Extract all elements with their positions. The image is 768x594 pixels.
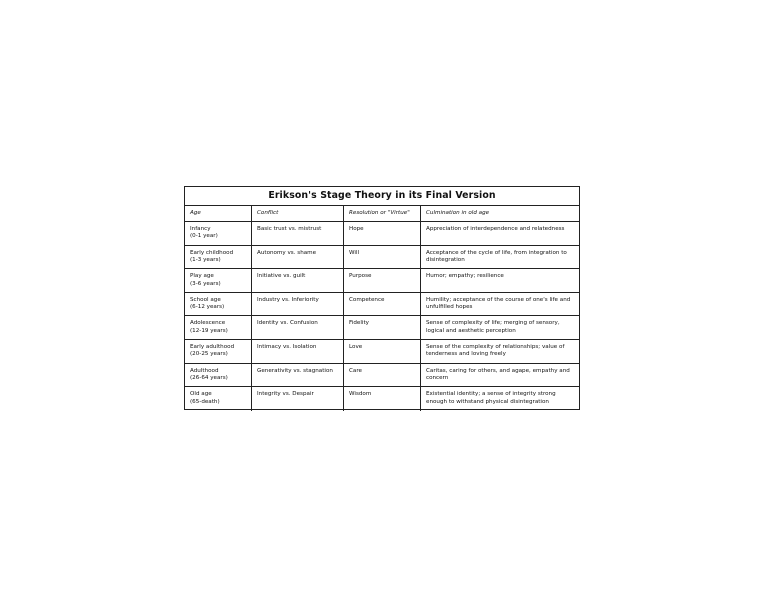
- age-cell: Old age (65-death): [185, 387, 252, 411]
- conflict-cell: Initiative vs. guilt: [252, 269, 344, 293]
- culmination-cell: Caritas, caring for others, and agape, empathy and concern: [421, 364, 579, 388]
- age-cell: Infancy (0-1 year): [185, 222, 252, 246]
- culmination-cell: Sense of complexity of life; merging of sensory, logical and aesthetic perception: [421, 316, 579, 340]
- virtue-cell: Will: [344, 246, 421, 270]
- culmination-cell: Appreciation of interdependence and relatedness: [421, 222, 579, 246]
- table-title: Erikson's Stage Theory in its Final Version: [185, 187, 579, 206]
- conflict-cell: Generativity vs. stagnation: [252, 364, 344, 388]
- age-cell: Adulthood (26-64 years): [185, 364, 252, 388]
- conflict-cell: Autonomy vs. shame: [252, 246, 344, 270]
- conflict-cell: Integrity vs. Despair: [252, 387, 344, 411]
- culmination-cell: Humor; empathy; resilience: [421, 269, 579, 293]
- culmination-cell: Existential identity; a sense of integrity strong enough to withstand physical disintegration: [426, 391, 556, 405]
- age-cell: Early adulthood (20-25 years): [185, 340, 252, 364]
- age-cell: Adolescence (12-19 years): [185, 316, 252, 340]
- header-age: Age: [185, 206, 252, 222]
- virtue-cell: Fidelity: [344, 316, 421, 340]
- virtue-cell: Care: [344, 364, 421, 388]
- virtue-cell: Love: [344, 340, 421, 364]
- conflict-cell: Intimacy vs. Isolation: [252, 340, 344, 364]
- header-conflict: Conflict: [252, 206, 344, 222]
- conflict-cell: Basic trust vs. mistrust: [252, 222, 344, 246]
- age-cell: Early childhood (1-3 years): [185, 246, 252, 270]
- header-culmination: Culmination in old age: [421, 206, 579, 222]
- virtue-cell: Wisdom: [344, 387, 421, 411]
- age-cell: School age (6-12 years): [185, 293, 252, 317]
- header-virtue: Resolution or "Virtue": [344, 206, 421, 222]
- virtue-cell: Hope: [344, 222, 421, 246]
- virtue-cell: Purpose: [344, 269, 421, 293]
- conflict-cell: Industry vs. Inferiority: [252, 293, 344, 317]
- virtue-cell: Competence: [344, 293, 421, 317]
- conflict-cell: Identity vs. Confusion: [252, 316, 344, 340]
- erikson-stage-table: [184, 186, 580, 410]
- table-grid: [185, 206, 579, 411]
- culmination-cell: Sense of the complexity of relationships; value of tenderness and loving freely: [421, 340, 579, 364]
- culmination-cell: Humility; acceptance of the course of one's life and unfulfilled hopes: [421, 293, 579, 317]
- age-cell: Play age (3-6 years): [185, 269, 252, 293]
- culmination-cell: Acceptance of the cycle of life, from integration to disintegration: [421, 246, 579, 270]
